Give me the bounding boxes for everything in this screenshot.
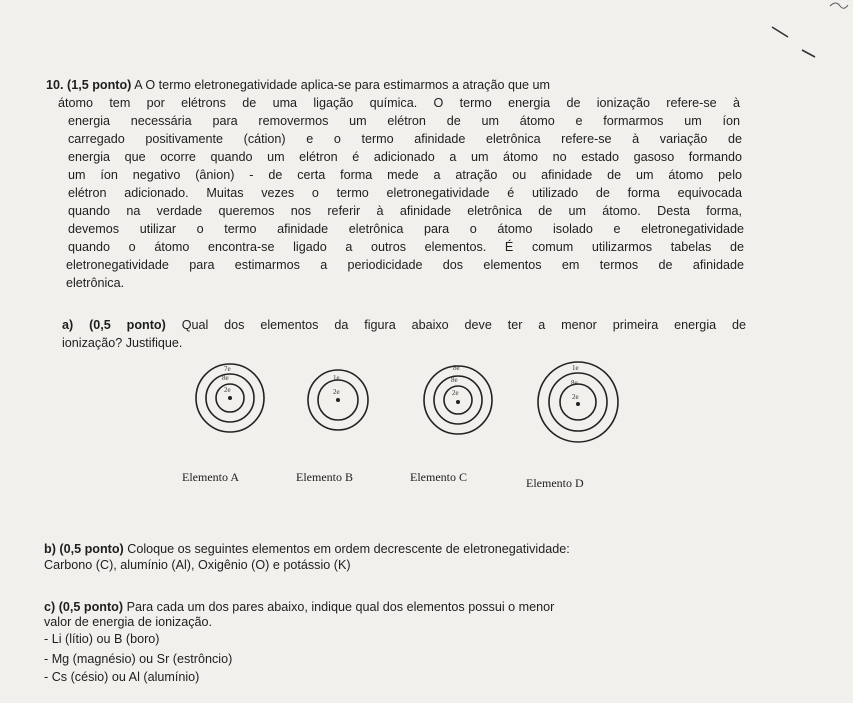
question-line: quando na verdade queremos nos referir à afinidade eletrônica de um átomo. Desta forma,: [68, 204, 742, 218]
question-line: um íon negativo (ânion) - de certa forma mede a atração ou afinidade de um átomo pelo: [68, 168, 742, 182]
atom-element-a: [196, 364, 264, 432]
part-c-first-line: [44, 599, 554, 615]
part-c-text: Para cada um dos pares abaixo, indique qual dos elementos possui o menor: [126, 600, 555, 614]
element-c-label: Elemento C: [410, 470, 467, 484]
shell-label: 7e: [224, 365, 231, 373]
shell-label: 2e: [572, 393, 579, 401]
part-b-label: b) (0,5 ponto): [44, 542, 124, 556]
question-line: quando o átomo encontra-se ligado a outros elementos. É comum utilizarmos tabelas de: [68, 240, 744, 254]
part-a-first-line: [62, 317, 746, 333]
question-line: eletrônica.: [66, 276, 125, 290]
shell-label: 8e: [453, 364, 460, 372]
part-b-first-line: [44, 541, 570, 557]
question-points: (1,5 ponto): [67, 78, 132, 92]
shell-label: 1e: [333, 374, 340, 382]
question-first-line: [46, 77, 738, 93]
part-c-label: c) (0,5 ponto): [44, 600, 124, 614]
atom-element-b: [308, 370, 368, 430]
question-line: devemos utilizar o termo afinidade eletrônica para o átomo isolado e eletronegatividade: [68, 222, 744, 236]
part-b-text: Coloque os seguintes elementos em ordem decrescente de eletronegatividade:: [127, 542, 570, 556]
question-line: átomo tem por elétrons de uma ligação química. O termo energia de ionização refere-se à: [58, 96, 740, 110]
element-a-label: Elemento A: [182, 470, 239, 484]
part-c-pair: - Mg (magnésio) ou Sr (estrôncio): [44, 652, 233, 666]
shell-label: 2e: [452, 389, 459, 397]
question-line: carregado positivamente (cátion) e o termo afinidade eletrônica refere-se à variação de: [68, 132, 742, 146]
question-line: A O termo eletronegatividade aplica-se para estimarmos a atração que um: [134, 78, 550, 92]
atom-diagrams: [170, 358, 640, 478]
shell-label: 8e: [451, 376, 458, 384]
question-line: energia que ocorre quando um elétron é adicionado a um átomo no estado gasoso formando: [68, 150, 742, 164]
shell-label: 1e: [572, 364, 579, 372]
element-b-label: Elemento B: [296, 470, 353, 484]
atom-element-d: [538, 362, 618, 442]
question-line: energia necessária para removermos um elétron de um átomo e formarmos um íon: [68, 114, 740, 128]
atom-element-c: [424, 364, 492, 434]
question-number: 10.: [46, 78, 64, 92]
question-line: eletronegatividade para estimarmos a periodicidade dos elementos em termos de afinidade: [66, 258, 744, 272]
part-c-text-2: valor de energia de ionização.: [44, 615, 213, 629]
part-a-text: Qual dos elementos da figura abaixo deve ter a menor primeira energia de: [181, 318, 746, 332]
shell-label: 8e: [571, 379, 578, 387]
pen-marks: [760, 0, 853, 70]
part-a-label: a) (0,5 ponto): [62, 318, 166, 332]
part-c-pair: - Li (lítio) ou B (boro): [44, 632, 160, 646]
question-line: elétron adicionado. Muitas vezes o termo eletronegatividade é utilizado de forma equivocada: [68, 186, 742, 200]
shell-label: 2e: [224, 386, 231, 394]
atom-figure: [170, 358, 640, 478]
element-d-label: Elemento D: [526, 476, 584, 490]
part-b-text-2: Carbono (C), alumínio (Al), Oxigênio (O) e potássio (K): [44, 558, 351, 572]
shell-label: 2e: [333, 388, 340, 396]
shell-label: 8e: [222, 374, 229, 382]
part-a-text-2: ionização? Justifique.: [62, 336, 183, 350]
part-c-pair: - Cs (césio) ou Al (alumínio): [44, 670, 200, 684]
